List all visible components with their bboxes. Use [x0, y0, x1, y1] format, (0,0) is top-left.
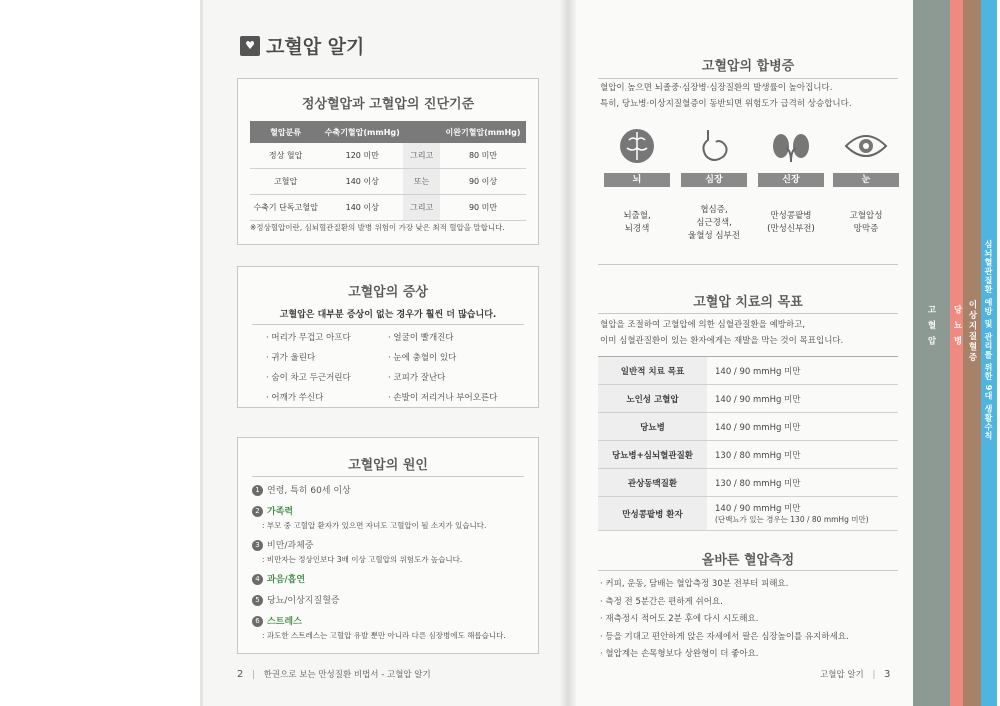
divider	[598, 78, 898, 79]
list-item	[252, 574, 534, 587]
cause-label: 비만/과체중	[267, 541, 314, 551]
table-row	[598, 497, 898, 531]
table-cell: 120 미만	[321, 143, 403, 169]
side-tab-diabetes[interactable]	[950, 0, 963, 706]
stomach-icon	[684, 125, 744, 167]
table-cell: 그리고	[403, 195, 440, 221]
cause-label: 과음/흡연	[267, 575, 306, 585]
table-cell: 노인성 고혈압	[598, 385, 707, 413]
diagnosis-title: 정상혈압과 고혈압의 진단기준	[301, 97, 475, 112]
list-item: · 얼굴이 빨개진다	[388, 333, 454, 343]
organ-heart	[684, 125, 744, 243]
organ-kidney	[761, 125, 821, 243]
cause-desc: : 과도한 스트레스는 고혈압 유발 뿐만 아니라 다른 심장병에도 해롭습니다.	[262, 631, 506, 640]
table-cell: 130 / 80 mmHg 미만	[707, 469, 898, 497]
organ-tag: 눈	[833, 173, 899, 187]
table-cell: 일반적 치료 목표	[598, 357, 707, 385]
list-item: · 커피, 운동, 담배는 혈압측정 30분 전부터 피해요.	[600, 579, 789, 589]
list-item: · 머리가 무겁고 아프다	[266, 333, 351, 343]
table-row	[250, 143, 526, 169]
complications-title: 고혈압의 합병증	[701, 59, 795, 74]
cause-label: 연령, 특히 60세 이상	[267, 486, 351, 496]
kidney-icon	[761, 125, 821, 167]
table-cell: 140 / 90 mmHg 미만	[707, 357, 898, 385]
table-header: 혈압분류	[250, 121, 321, 143]
cause-label: 스트레스	[267, 617, 302, 627]
footer-separator: |	[872, 670, 876, 680]
organ-disease: 고혈압성 망막증	[849, 211, 883, 234]
text-line: 이미 심혈관질환이 있는 환자에게는 재발을 막는 것이 목표입니다.	[600, 336, 844, 346]
organ-disease: 만성콩팥병 (만성신부전)	[767, 211, 815, 234]
organ-brain	[607, 125, 667, 243]
table-cell: 130 / 80 mmHg 미만	[707, 441, 898, 469]
divider	[598, 264, 898, 265]
symptoms-box	[237, 266, 539, 408]
list-item	[252, 595, 534, 608]
list-item	[252, 506, 534, 532]
table-cell: 수축기 단독고혈압	[250, 195, 321, 221]
list-item: · 등을 기대고 편안하게 앉은 자세에서 팔은 심장높이를 유지하세요.	[600, 631, 849, 642]
list-item	[252, 540, 534, 566]
table-cell: 140 이상	[321, 169, 403, 195]
side-tab-label: 고 혈 압	[926, 305, 936, 347]
page-number: 2	[237, 669, 244, 680]
list-item: · 손발이 저리거나 부어오른다	[388, 393, 498, 403]
divider	[252, 324, 524, 325]
footer-separator: |	[252, 670, 255, 680]
table-row	[598, 357, 898, 385]
table-cell: 당뇨병	[598, 413, 707, 441]
symptoms-right-list	[388, 328, 497, 408]
page-fold	[560, 0, 576, 706]
table-cell: 90 이상	[440, 169, 526, 195]
list-item: · 측정 전 5분간은 편하게 쉬어요.	[600, 596, 723, 607]
number-badge: 3	[252, 540, 263, 551]
goals-text	[600, 317, 900, 349]
side-tab-lifestyle[interactable]	[981, 0, 997, 706]
list-item: · 코피가 잘난다	[388, 373, 446, 383]
footer-text: 고혈압 알기	[820, 670, 864, 680]
table-cell: 관상동맥질환	[598, 469, 707, 497]
cause-desc: : 부모 중 고혈압 환자가 있으면 자녀도 고혈압이 될 소지가 있습니다.	[262, 521, 487, 530]
diagnosis-note: ※정상혈압이란, 심뇌혈관질환의 발병 위험이 가장 낮은 최적 혈압을 말합니다.	[250, 223, 505, 232]
goals-table	[598, 356, 898, 531]
table-cell: 140 / 90 mmHg 미만	[707, 413, 898, 441]
list-item: · 숨이 차고 두근거린다	[266, 373, 351, 383]
symptoms-subtitle: 고혈압은 대부분 증상이 없는 경우가 훨씬 더 많습니다.	[279, 310, 497, 320]
organ-tag: 신장	[758, 173, 824, 187]
cause-desc: : 비만자는 정상인보다 3배 이상 고혈압의 위험도가 높습니다.	[262, 555, 463, 564]
causes-title: 고혈압의 원인	[348, 458, 428, 473]
table-cell: 140 / 90 mmHg 미만	[707, 385, 898, 413]
table-header-spacer	[403, 121, 440, 143]
measurement-list	[600, 576, 900, 664]
side-tab-hypertension[interactable]	[913, 0, 950, 706]
table-cell: 140 / 90 mmHg 미만 (단백뇨가 있는 경우는 130 / 80 mmHg 미만)	[707, 497, 898, 531]
list-item: · 어깨가 쑤신다	[266, 393, 324, 403]
organ-tag: 뇌	[604, 173, 670, 187]
organ-disease: 뇌출혈, 뇌경색	[623, 211, 651, 234]
text-line: 혈압이 높으면 뇌졸중·심장병·심장질환의 발생률이 높아집니다.	[600, 83, 833, 93]
table-cell: 80 미만	[440, 143, 526, 169]
side-tab-label: 심뇌혈관질환 예방 및 관리를 위한 9대 생활수칙	[984, 240, 993, 441]
symptoms-left-list	[266, 328, 351, 408]
number-badge: 5	[252, 595, 263, 606]
divider	[252, 476, 524, 477]
divider	[598, 570, 898, 571]
table-cell: 90 미만	[440, 195, 526, 221]
table-row	[598, 385, 898, 413]
number-badge: 6	[252, 616, 263, 627]
eye-icon	[836, 125, 896, 167]
table-cell: 정상 혈압	[250, 143, 321, 169]
divider	[598, 313, 898, 314]
organ-disease: 협심증, 심근경색, 울혈성 심부전	[688, 204, 740, 241]
table-cell: 140 이상	[321, 195, 403, 221]
cause-label: 당뇨/이상지질혈증	[267, 596, 340, 606]
text-line: 혈압을 조절하여 고혈압에 의한 심혈관질환을 예방하고,	[600, 320, 806, 330]
table-cell: 그리고	[403, 143, 440, 169]
left-footer	[237, 668, 431, 680]
cause-list	[252, 485, 534, 642]
footer-text: 한권으로 보는 만성질환 비법서 - 고혈압 알기	[263, 670, 431, 680]
table-header: 수축기혈압(mmHg)	[321, 121, 403, 143]
number-badge: 4	[252, 574, 263, 585]
organ-tag: 심장	[681, 173, 747, 187]
list-item: · 혈압계는 손목형보다 상완형이 더 좋아요.	[600, 649, 759, 659]
table-header-row	[250, 121, 526, 143]
table-header: 이완기혈압(mmHg)	[440, 121, 526, 143]
list-item: · 귀가 울린다	[266, 353, 316, 363]
symptoms-title: 고혈압의 증상	[348, 285, 428, 300]
page-title-text: 고혈압 알기	[266, 36, 365, 58]
page-number: 3	[884, 669, 891, 680]
side-tab-label: 이상지질혈증	[967, 300, 977, 363]
cause-label: 가족력	[267, 507, 294, 517]
diagnosis-table	[250, 121, 526, 221]
side-tab-label: 당 뇨 병	[952, 305, 962, 347]
table-cell: 고혈압	[250, 169, 321, 195]
heart-icon: ♥	[240, 36, 260, 56]
diagnosis-box	[237, 78, 539, 245]
table-row	[598, 413, 898, 441]
list-item: · 재측정시 적어도 2분 후에 다시 시도해요.	[600, 614, 759, 624]
text-line: 특히, 당뇨병·이상지질혈증이 동반되면 위험도가 급격히 상승합니다.	[600, 99, 852, 109]
brain-icon	[607, 125, 667, 167]
table-row	[250, 195, 526, 221]
list-item	[252, 485, 534, 498]
side-tab-dyslipidemia[interactable]	[963, 0, 981, 706]
table-row	[598, 441, 898, 469]
number-badge: 1	[252, 485, 263, 496]
list-item	[252, 616, 534, 642]
organ-eye	[836, 125, 896, 243]
table-row	[598, 469, 898, 497]
causes-box	[237, 437, 539, 654]
measurement-title: 올바른 혈압측정	[701, 553, 795, 568]
table-cell: 또는	[403, 169, 440, 195]
number-badge: 2	[252, 506, 263, 517]
page-title	[240, 32, 364, 59]
right-footer	[820, 668, 890, 680]
table-cell: 만성콩팥병 환자	[598, 497, 707, 531]
table-cell: 당뇨병+심뇌혈관질환	[598, 441, 707, 469]
complications-text	[600, 80, 900, 112]
goals-title: 고혈압 치료의 목표	[693, 295, 803, 310]
list-item: · 눈에 충혈이 있다	[388, 353, 457, 363]
table-row	[250, 169, 526, 195]
